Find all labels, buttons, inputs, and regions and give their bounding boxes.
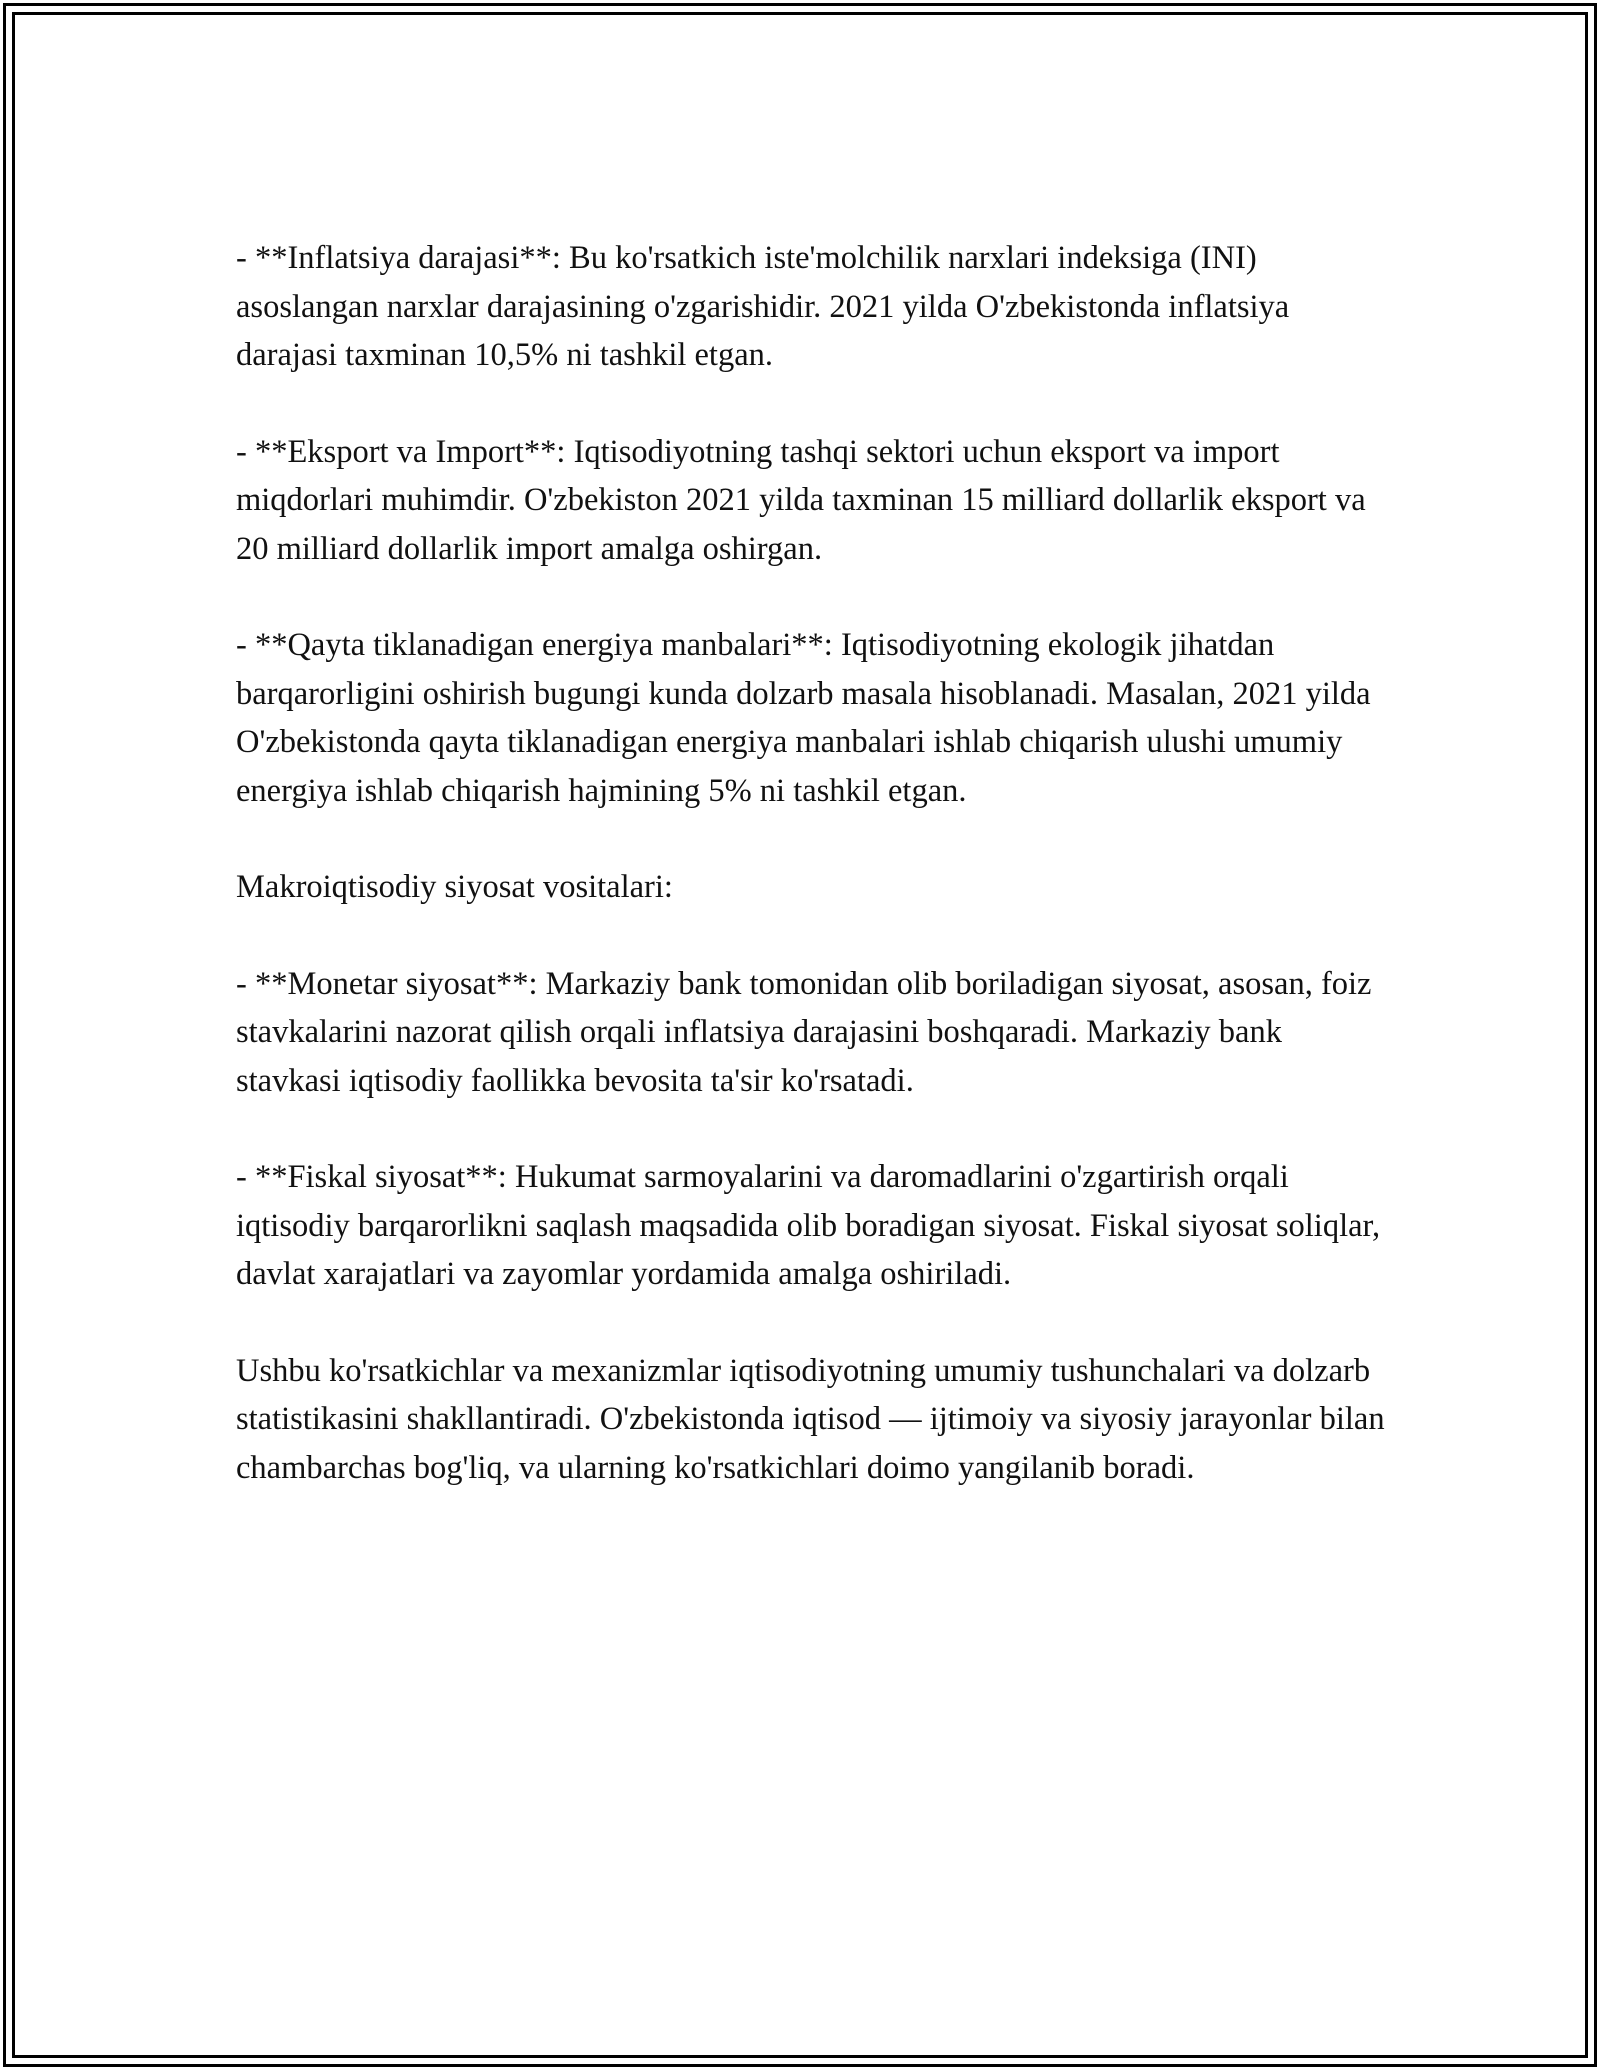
paragraph-conclusion: Ushbu ko'rsatkichlar va mexanizmlar iqtisodiyotning umumiy tushunchalari va dolzarb statistikasini shakllantiradi. O'zbekistonda iqtisod — ijtimoiy va siyosiy jarayonlar bilan chambarchas bog'liq, va ularning ko'rsatkichlari doimo yangilanib boradi. [236, 1352, 1385, 1486]
document-body [236, 234, 1386, 1492]
paragraph-fiscal-policy: - **Fiskal siyosat**: Hukumat sarmoyalarini va daromadlarini o'zgartirish orqali iqtisodiy barqarorlikni saqlash maqsadida olib boradigan siyosat. Fiskal siyosat soliqlar, davlat xarajatlari va zayomlar yordamida amalga oshiriladi. [236, 1159, 1381, 1292]
paragraph-export-import: - **Eksport va Import**: Iqtisodiyotning tashqi sektori uchun eksport va import miqdorlari muhimdir. O'zbekiston 2021 yilda taxminan 15 milliard dollarlik eksport va 20 milliard dollarlik import amalga oshirgan. [236, 433, 1366, 567]
section-heading-policy-tools: Makroiqtisodiy siyosat vositalari: [236, 869, 673, 905]
paragraph-renewable-energy: - **Qayta tiklanadigan energiya manbalari**: Iqtisodiyotning ekologik jihatdan barqarorligini oshirish bugungi kunda dolzarb masala hisoblanadi. Masalan, 2021 yilda O'zbekistonda qayta tiklanadigan energiya manbalari ishlab chiqarish ulushi umumiy energiya ishlab chiqarish hajmining 5% ni tashkil etgan. [236, 627, 1371, 809]
paragraph-monetary-policy: - **Monetar siyosat**: Markaziy bank tomonidan olib boriladigan siyosat, asosan, foiz stavkalarini nazorat qilish orqali inflatsiya darajasini boshqaradi. Markaziy bank stavkasi iqtisodiy faollikka bevosita ta'sir ko'rsatadi. [236, 965, 1372, 1099]
paragraph-inflation: - **Inflatsiya darajasi**: Bu ko'rsatkich iste'molchilik narxlari indeksiga (INI) asoslangan narxlar darajasining o'zgarishidir. 2021 yilda O'zbekistonda inflatsiya darajasi taxminan 10,5% ni tashkil etgan. [236, 240, 1290, 373]
